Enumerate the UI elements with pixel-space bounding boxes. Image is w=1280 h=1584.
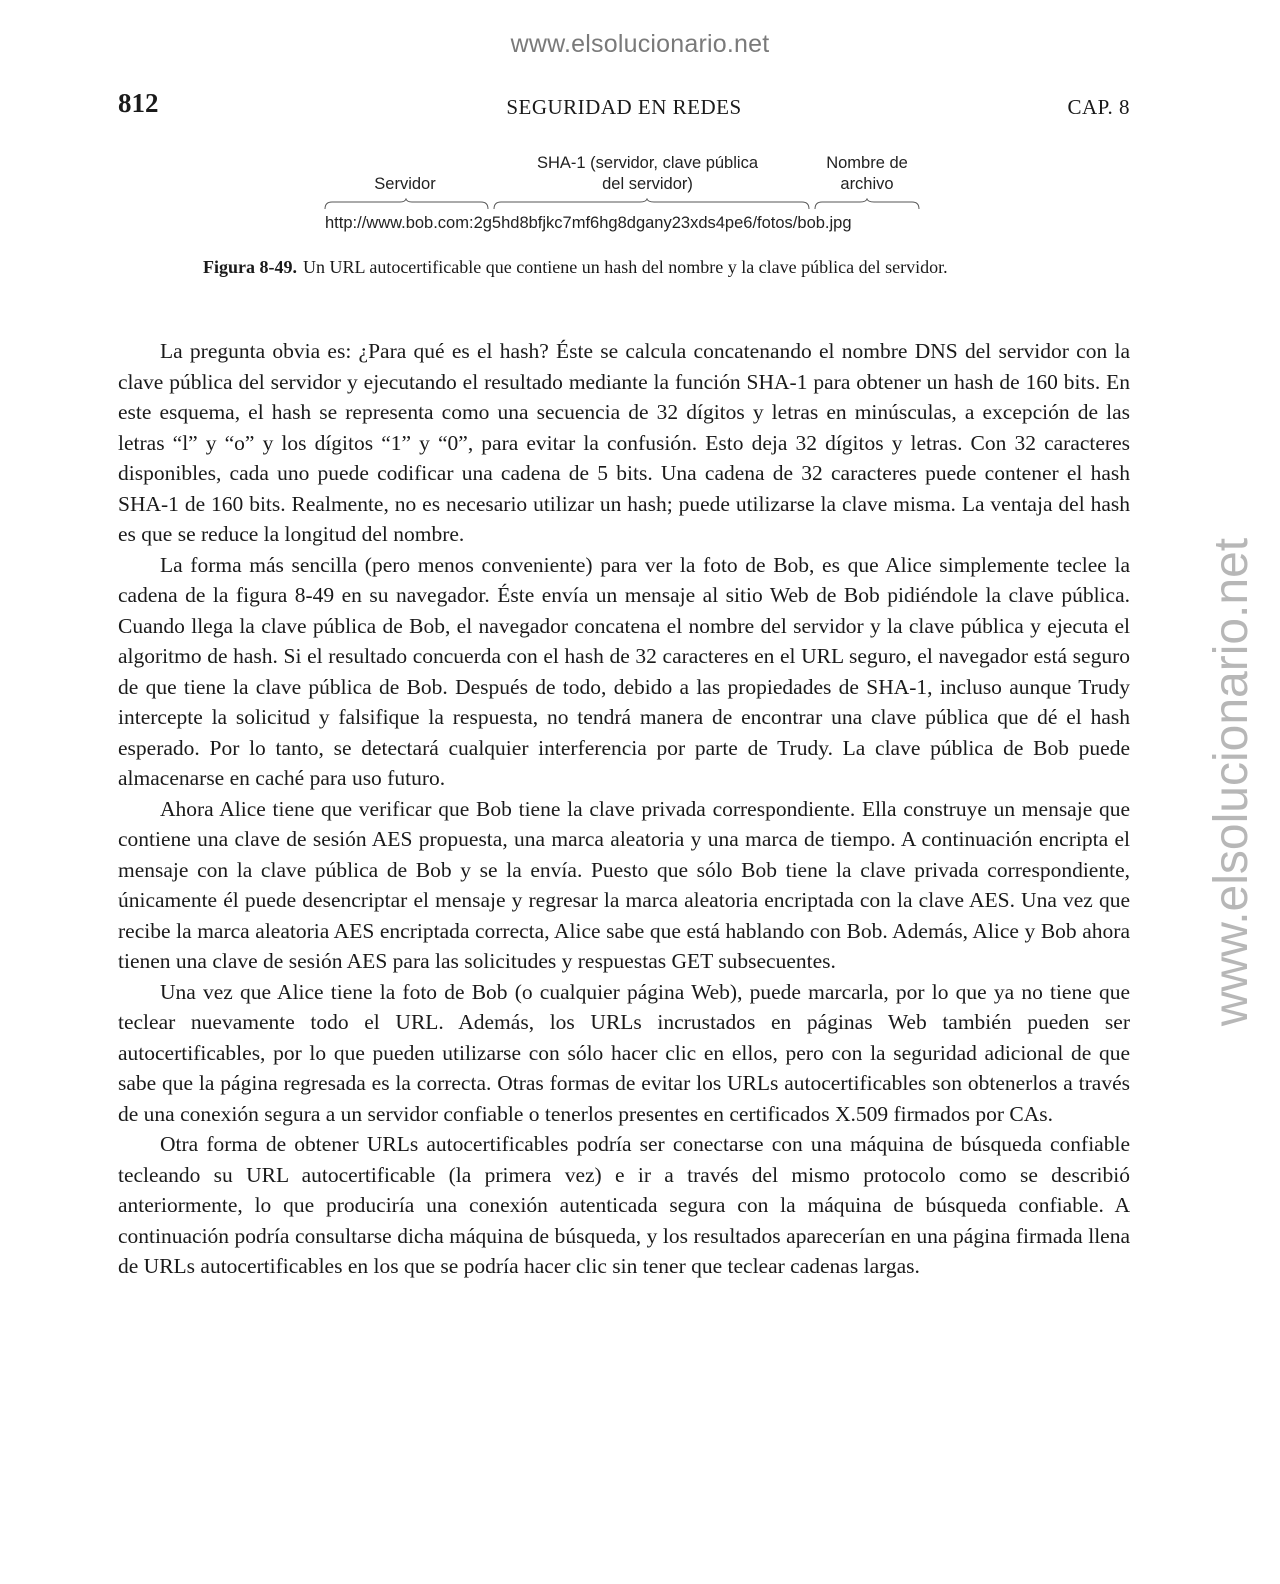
chapter-label: CAP. 8 — [1067, 95, 1130, 119]
paragraph-2: La forma más sencilla (pero menos conveniente) para ver la foto de Bob, es que Alice simplemente teclee la cadena de la figura 8-49 en su navegador. Éste envía un mensaje al sitio Web de Bob pidiéndole la clave pública. Cuando llega la clave pública de Bob, el navegador concatena el nombre del servidor y la clave pública y ejecuta el algoritmo de hash. Si el resultado concuerda con el hash de 32 caracteres en el URL seguro, el navegador está seguro de que tiene la clave pública de Bob. Después de todo, debido a las propiedades de SHA-1, incluso aunque Trudy intercepte la solicitud y falsifique la respuesta, no tendrá manera de encontrar una clave pública que dé el hash esperado. Por lo tanto, se detectará cualquier interferencia por parte de Trudy. La clave pública de Bob puede almacenarse en caché para uso futuro. — [118, 552, 1130, 790]
label-file — [812, 153, 922, 195]
label-sha-line1: SHA-1 (servidor, clave pública — [536, 154, 758, 172]
caption-label: Figura 8-49. — [203, 257, 297, 277]
label-sha — [490, 153, 805, 195]
caption-text: Un URL autocertificable que contiene un hash del nombre y la clave pública del servidor. — [303, 257, 948, 277]
watermark-top: www.elsolucionario.net — [510, 30, 770, 58]
paragraph-3: Ahora Alice tiene que verificar que Bob tiene la clave privada correspondiente. Ella construye un mensaje que contiene una clave de sesión AES propuesta, una marca aleatoria y una marca de tiempo. A continuación encripta el mensaje con la clave pública de Bob y se la envía. Puesto que sólo Bob tiene la clave privada correspondiente, únicamente él puede desencriptar el mensaje y regresar la marca aleatoria encriptada con la clave AES. Una vez que recibe la marca aleatoria AES encriptada correcta, Alice sabe que está hablando con Bob. Además, Alice y Bob ahora tienen una clave de sesión AES para las solicitudes y respuestas GET subsecuentes. — [118, 796, 1130, 973]
watermark-side-text: www.elsolucionario.net — [1205, 537, 1258, 1027]
brace-server — [325, 199, 488, 209]
paragraph-4: Una vez que Alice tiene la foto de Bob (o cualquier página Web), puede marcarla, por lo que ya no tiene que teclear nuevamente todo el URL. Además, los URLs incrustados en páginas Web también pueden ser autocertificables, por lo que pueden utilizarse con sólo hacer clic en ellos, pero con la seguridad adicional de que sabe que la página regresada es la correcta. Otras formas de evitar los URLs autocertificables son obtenerlos a través de una conexión segura a un servidor confiable o tenerlos presentes en certificados X.509 firmados por CAs. — [118, 979, 1130, 1126]
figure-braces — [300, 198, 960, 212]
figure-caption — [203, 254, 1043, 281]
label-sha-line2: del servidor) — [602, 175, 693, 193]
brace-file — [815, 199, 919, 209]
figure-url: http://www.bob.com:2g5hd8bfjkc7mf6hg8dgany23xds4pe6/fotos/bob.jpg — [325, 214, 852, 232]
running-head: SEGURIDAD EN REDES — [506, 95, 742, 119]
paragraph-5: Otra forma de obtener URLs autocertificables podría ser conectarse con una máquina de búsqueda confiable tecleando su URL autocertificable (la primera vez) e ir a través del mismo protocolo como se describió anteriormente, lo que produciría una conexión autenticada segura con la máquina de búsqueda confiable. A continuación podría consultarse dicha máquina de búsqueda, y los resultados aparecerían en una página firmada llena de URLs autocertificables en los que se podría hacer clic sin tener que teclear cadenas largas. — [118, 1132, 1130, 1278]
label-file-line1: Nombre de — [826, 154, 908, 172]
page-number: 812 — [118, 88, 159, 118]
paragraph-1: La pregunta obvia es: ¿Para qué es el hash? Éste se calcula concatenando el nombre DNS del servidor con la clave pública del servidor y ejecutando el resultado mediante la función SHA-1 para obtener un hash de 160 bits. En este esquema, el hash se representa como una secuencia de 32 dígitos y letras en minúsculas, a excepción de las letras “l” y “o” y los dígitos “1” y “0”, para evitar la confusión. Esto deja 32 dígitos y letras. Con 32 caracteres disponibles, cada uno puede codificar una cadena de 5 bits. Una cadena de 32 caracteres puede contener el hash SHA-1 de 160 bits. Realmente, no es necesario utilizar un hash; puede utilizarse la clave misma. La ventaja del hash es que se reduce la longitud del nombre. — [118, 339, 1130, 546]
body-text — [118, 336, 1130, 1282]
figure-8-49 — [300, 150, 960, 240]
label-file-line2: archivo — [840, 175, 894, 193]
label-server: Servidor — [374, 175, 436, 193]
brace-sha — [494, 199, 809, 209]
